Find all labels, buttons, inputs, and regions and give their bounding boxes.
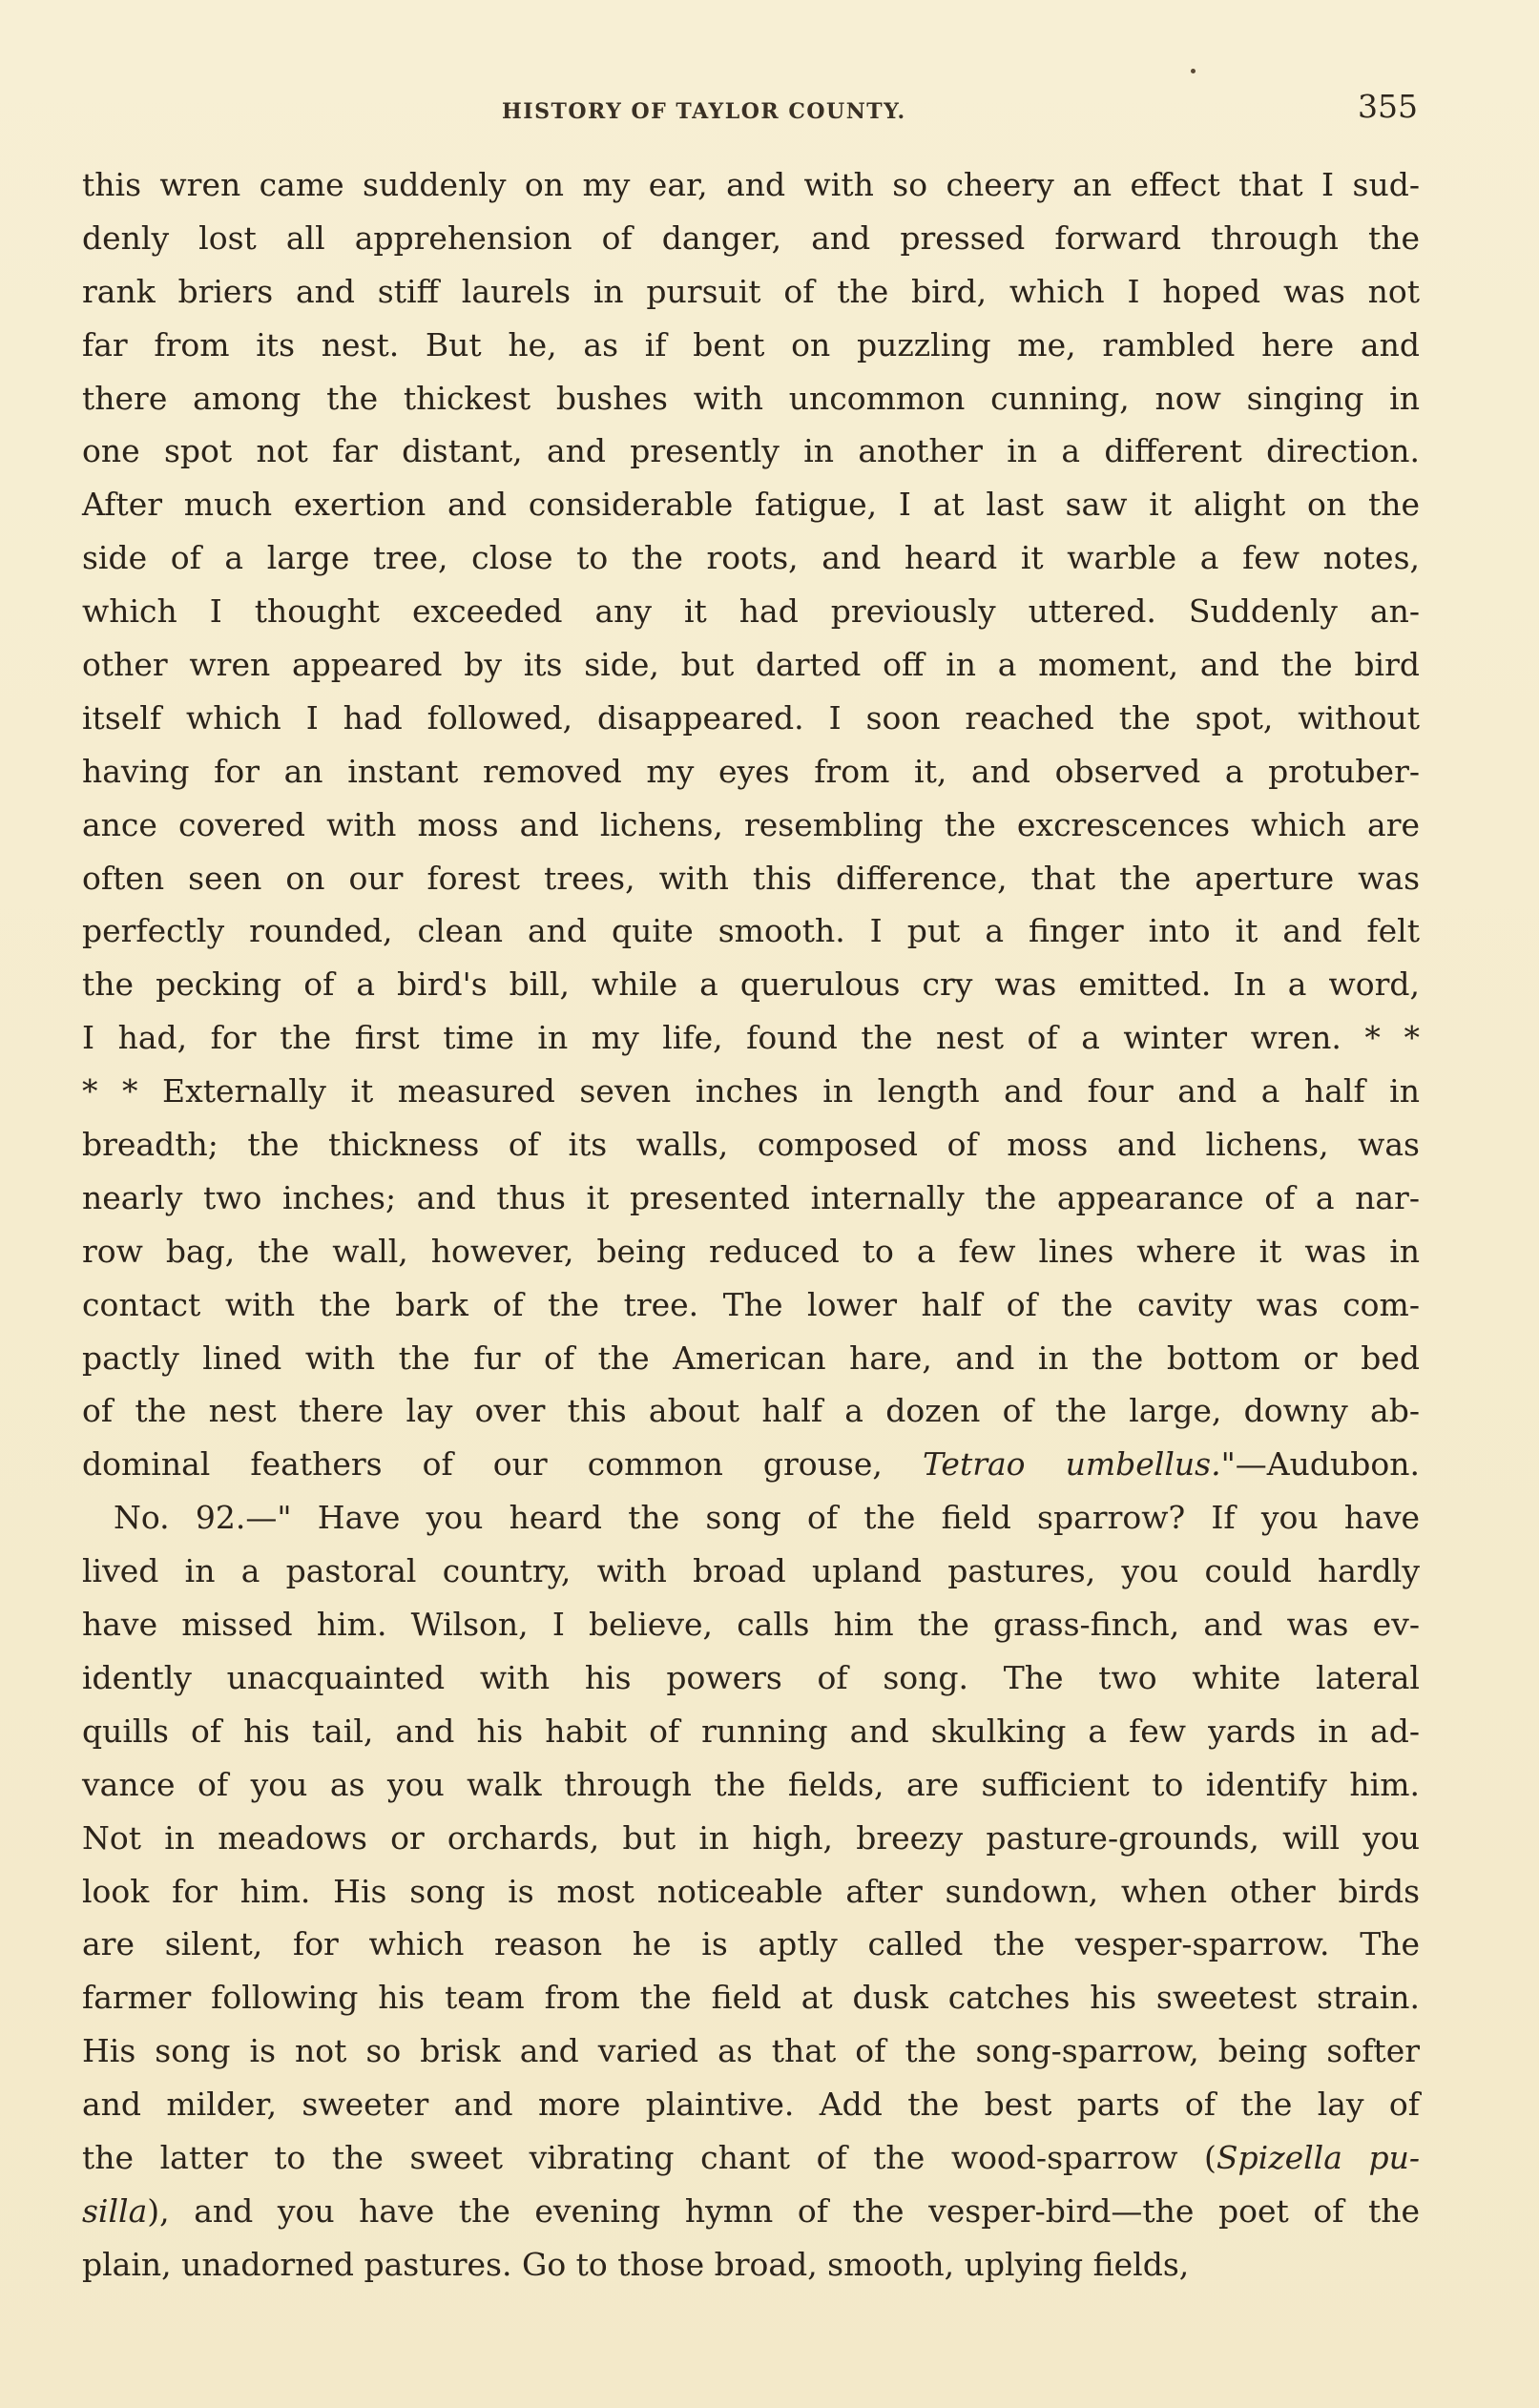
text-segment: dominal feathers of our common grouse, xyxy=(82,1445,883,1484)
text-line: itself which I had followed, disappeared. I soon reached the spot, without xyxy=(82,698,1420,737)
text-line: I had, for the first time in my life, found the nest of a winter wren. * * xyxy=(82,1019,1420,1057)
text-line: plain, unadorned pastures. Go to those broad, smooth, uplying fields, xyxy=(82,2245,1190,2283)
text-line-paragraph-start xyxy=(82,1491,1420,1545)
text-segment: "—Audubon. xyxy=(1220,1445,1420,1484)
text-line: ance covered with moss and lichens, resembling the excrescences which are xyxy=(82,805,1420,843)
text-line: other wren appeared by its side, but darted off in a moment, and the bird xyxy=(82,646,1420,684)
text-line: nearly two inches; and thus it presented internally the appearance of a nar- xyxy=(82,1178,1420,1216)
text-line: far from its nest. But he, as if bent on puzzling me, rambled here and xyxy=(82,325,1420,363)
species-name-italic: silla xyxy=(82,2191,148,2230)
text-line: have missed him. Wilson, I believe, calls him the grass-finch, and was ev- xyxy=(82,1606,1420,1644)
text-line: side of a large tree, close to the roots, and heard it warble a few notes, xyxy=(82,539,1420,577)
text-line: and milder, sweeter and more plaintive. Add the best parts of the lay of xyxy=(82,2086,1420,2124)
text-line: look for him. His song is most noticeable after sundown, when other birds xyxy=(82,1872,1420,1910)
text-line: which I thought exceeded any it had previously uttered. Suddenly an- xyxy=(82,592,1420,631)
text-line: pactly lined with the fur of the American hare, and in the bottom or bed xyxy=(82,1339,1420,1377)
text-line: His song is not so brisk and varied as that of the song-sparrow, being softer xyxy=(82,2032,1420,2070)
text-segment: the latter to the sweet vibrating chant of the wood-sparrow ( xyxy=(82,2138,1217,2176)
running-title: HISTORY OF TAYLOR COUNTY. xyxy=(502,99,906,124)
text-line: breadth; the thickness of its walls, composed of moss and lichens, was xyxy=(82,1126,1420,1164)
text-line: having for an instant removed my eyes from it, and observed a protuber- xyxy=(82,752,1420,790)
text-line: Not in meadows or orchards, but in high, breezy pasture-grounds, will you xyxy=(82,1818,1420,1857)
body-text xyxy=(82,158,1420,2292)
text-line: of the nest there lay over this about half a dozen of the large, downy ab- xyxy=(82,1392,1420,1430)
ink-speck xyxy=(1191,69,1196,73)
page-header xyxy=(82,88,1418,126)
text-line-composite xyxy=(82,2185,1420,2238)
text-segment: No. 92.—" Have you heard the song of the field sparrow? If you have xyxy=(114,1499,1420,1537)
text-line: lived in a pastoral country, with broad upland pastures, you could hardly xyxy=(82,1552,1420,1590)
text-segment: ), and you have the evening hymn of the vesper-bird—the poet of the xyxy=(147,2191,1420,2230)
text-line: contact with the bark of the tree. The lower half of the cavity was com- xyxy=(82,1285,1420,1323)
text-line: this wren came suddenly on my ear, and with so cheery an effect that I sud- xyxy=(82,166,1420,203)
text-line: perfectly rounded, clean and quite smooth. I put a finger into it and felt xyxy=(82,912,1420,950)
text-line: vance of you as you walk through the fields, are sufficient to identify him. xyxy=(82,1765,1420,1803)
text-line: one spot not far distant, and presently in another in a different direction. xyxy=(82,432,1420,470)
text-line: there among the thickest bushes with uncommon cunning, now singing in xyxy=(82,379,1420,417)
text-line-composite xyxy=(82,1438,1420,1491)
text-line: quills of his tail, and his habit of running and skulking a few yards in ad- xyxy=(82,1712,1420,1750)
species-name-italic: Spizella pu- xyxy=(1216,2138,1420,2176)
text-line: often seen on our forest trees, with this difference, that the aperture was xyxy=(82,859,1420,897)
text-line: * * Externally it measured seven inches in length and four and a half in xyxy=(82,1072,1420,1111)
species-name-italic: Tetrao umbellus. xyxy=(922,1445,1221,1484)
text-line: rank briers and stiff laurels in pursuit of the bird, which I hoped was not xyxy=(82,272,1420,310)
text-line-composite xyxy=(82,2131,1420,2185)
text-line: After much exertion and considerable fatigue, I at last saw it alight on the xyxy=(82,486,1420,524)
text-line: row bag, the wall, however, being reduced to a few lines where it was in xyxy=(82,1232,1420,1270)
page-number: 355 xyxy=(1358,88,1418,125)
text-line: the pecking of a bird's bill, while a querulous cry was emitted. In a word, xyxy=(82,965,1420,1004)
text-line: are silent, for which reason he is aptly called the vesper-sparrow. The xyxy=(82,1925,1420,1963)
text-line: denly lost all apprehension of danger, and pressed forward through the xyxy=(82,218,1420,257)
text-line: farmer following his team from the field at dusk catches his sweetest strain. xyxy=(82,1979,1420,2017)
text-line: idently unacquainted with his powers of song. The two white lateral xyxy=(82,1658,1420,1696)
